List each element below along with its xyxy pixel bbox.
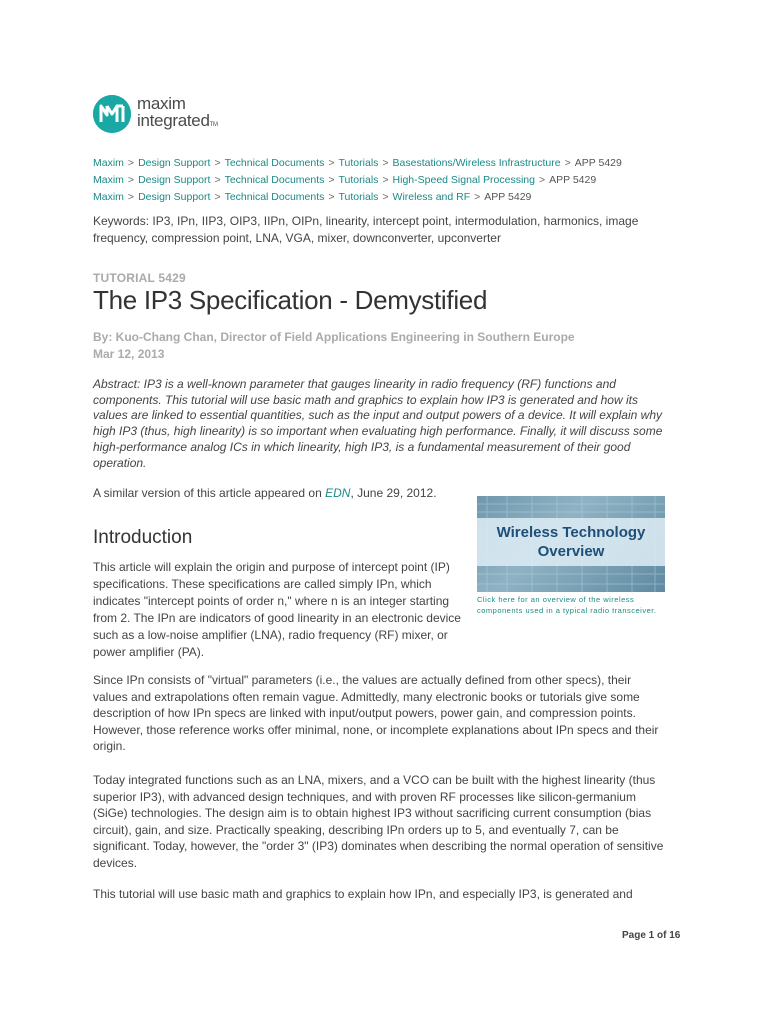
breadcrumb-separator: > (328, 174, 335, 186)
logo-line-2-text: integrated (137, 111, 210, 130)
similar-after: , June 29, 2012. (350, 486, 437, 500)
edn-link[interactable]: EDN (325, 486, 351, 500)
logo-wordmark (137, 95, 218, 134)
introduction-heading: Introduction (93, 527, 193, 548)
keywords: Keywords: IP3, IPn, IIP3, OIP3, IIPn, OIPn, linearity, intercept point, intermodulation, harmonics, image frequency, compression point, LNA, VGA, mixer, downconverter, upconverter (93, 214, 639, 245)
similar-before: A similar version of this article appeared on (93, 486, 326, 500)
breadcrumb-link[interactable]: Tutorials (338, 157, 379, 169)
breadcrumb-separator: > (382, 191, 389, 203)
body-paragraph-4: This tutorial will use basic math and graphics to explain how IPn, and especially IP3, is generated and (93, 887, 633, 901)
page-number: Page 1 of 16 (622, 930, 681, 941)
logo-mark-icon (93, 95, 131, 133)
breadcrumb-group (93, 155, 693, 206)
image-caption-link[interactable]: Click here for an overview of the wireless components used in a typical radio transceiver. (477, 595, 657, 615)
breadcrumb-link[interactable]: Maxim (93, 157, 124, 169)
breadcrumb-separator: > (127, 157, 135, 169)
breadcrumb-link[interactable]: High-Speed Signal Processing (392, 174, 535, 186)
abstract: Abstract: IP3 is a well-known parameter that gauges linearity in radio frequency (RF) functions and components. This tutorial will use basic math and graphics to explain how IP3 is generated and how its values are linked to essential quantities, such as the input and output powers of a device. It will explain why high IP3 (thus, high linearity) is so important when evaluating high performance. Finally, it will discuss some high-performance analog ICs in which linearity, high IP3, is a fundamental measurement of their good operation. (93, 377, 663, 470)
breadcrumb-current: APP 5429 (549, 174, 597, 186)
breadcrumb-link[interactable]: Wireless and RF (392, 191, 471, 203)
breadcrumb-link[interactable]: Maxim (93, 174, 124, 186)
breadcrumb-separator: > (214, 191, 221, 203)
breadcrumb-separator: > (564, 157, 571, 169)
breadcrumb-link[interactable]: Technical Documents (224, 191, 325, 203)
author: By: Kuo-Chang Chan, Director of Field Applications Engineering in Southern Europe (93, 330, 575, 344)
breadcrumb (93, 172, 693, 189)
breadcrumb-current: APP 5429 (484, 191, 532, 203)
page-title: The IP3 Specification - Demystified (93, 285, 488, 315)
publish-date: Mar 12, 2013 (93, 347, 165, 361)
maxim-integrated-logo[interactable] (93, 95, 233, 135)
breadcrumb-separator: > (382, 157, 389, 169)
breadcrumb-separator: > (214, 157, 221, 169)
body-paragraph-2: Since IPn consists of "virtual" parameters (i.e., the values are actually defined from other specs), their values and extrapolations often remain vague. Admittedly, many electronic books or tutorials give some description of how IPn specs are linked with input/output powers, power gain, and compression points. However, those reference works offer minimal, none, or incomplete explanations about IPn specs and their origin. (93, 673, 659, 753)
breadcrumb-link[interactable]: Design Support (138, 191, 211, 203)
tutorial-label: TUTORIAL 5429 (93, 271, 186, 285)
breadcrumb-separator: > (328, 191, 335, 203)
logo-tm: TM (209, 122, 218, 128)
breadcrumb-link[interactable]: Design Support (138, 157, 211, 169)
breadcrumb-separator: > (214, 174, 221, 186)
breadcrumb-link[interactable]: Tutorials (338, 191, 379, 203)
image-title-line-2: Overview (537, 543, 605, 560)
breadcrumb-link[interactable]: Tutorials (338, 174, 379, 186)
image-title-line-1: Wireless Technology (496, 524, 646, 541)
breadcrumb-separator: > (538, 174, 546, 186)
breadcrumb-separator: > (127, 174, 135, 186)
breadcrumb-link[interactable]: Basestations/Wireless Infrastructure (392, 157, 561, 169)
image-title (477, 523, 665, 561)
logo-line-2 (137, 112, 218, 134)
breadcrumb-separator: > (474, 191, 481, 203)
breadcrumb-link[interactable]: Technical Documents (224, 174, 325, 186)
breadcrumb (93, 189, 693, 206)
breadcrumb-link[interactable]: Design Support (138, 174, 211, 186)
body-paragraph-3: Today integrated functions such as an LNA, mixers, and a VCO can be built with the highest linearity (thus superior IP3), with advanced design techniques, and with proven RF processes like silicon-germanium (SiGe) technologies. The design aim is to obtain highest IP3 without sacrificing current consumption (bias circuit), gain, and size. Practically speaking, describing IPn orders up to 5, and eventually 7, can be significant. Today, however, the "order 3" (IP3) dominates when describing the normal operation of sensitive devices. (93, 773, 664, 870)
byline (93, 329, 575, 363)
breadcrumb-separator: > (382, 174, 389, 186)
breadcrumb-link[interactable]: Technical Documents (224, 157, 325, 169)
breadcrumb-link[interactable]: Maxim (93, 191, 124, 203)
introduction-paragraph: This article will explain the origin and purpose of intercept point (IP) specifications. These specifications are called simply IPn, which indicates "intercept points of order n," where n is an integer starting from 2. The IPn are indicators of good linearity in an electronic device such as a low-noise amplifier (LNA), radio frequency (RF) mixer, or power amplifier (PA). (93, 560, 461, 660)
similar-version-note (93, 486, 437, 500)
wireless-technology-image[interactable] (477, 496, 665, 592)
breadcrumb-separator: > (127, 191, 135, 203)
logo-line-1: maxim (137, 94, 186, 113)
breadcrumb (93, 155, 693, 172)
breadcrumb-current: APP 5429 (574, 157, 622, 169)
breadcrumb-separator: > (328, 157, 335, 169)
